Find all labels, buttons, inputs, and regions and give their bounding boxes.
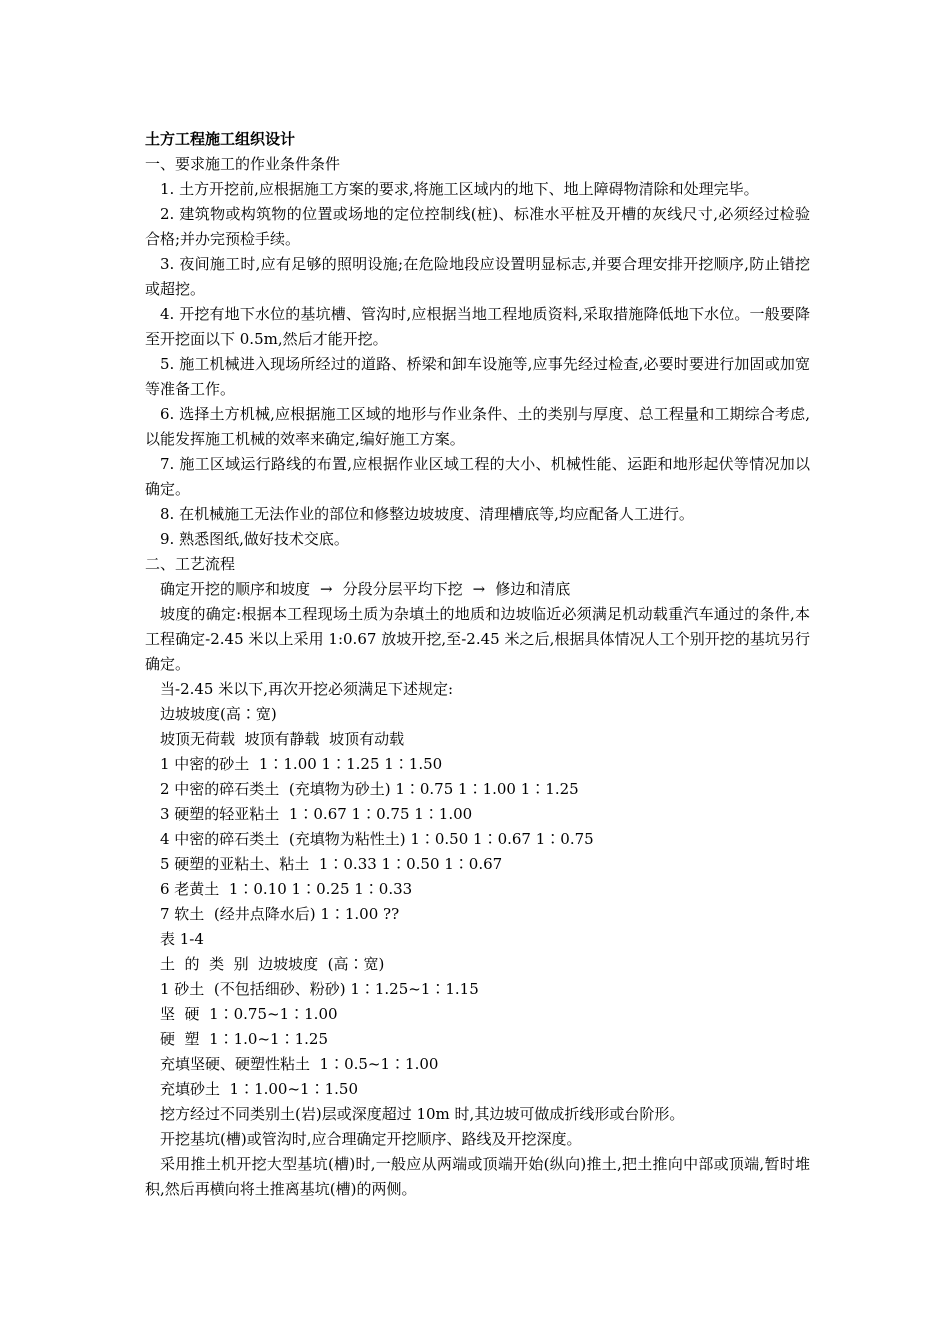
section1-item-7: 7. 施工区域运行路线的布置,应根据作业区域工程的大小、机械性能、运距和地形起伏等情况加以确定。 xyxy=(145,455,810,498)
text-line: 当-2.45 米以下,再次开挖必须满足下述规定: xyxy=(160,680,454,698)
process-flow xyxy=(145,577,810,602)
section1-item-3: 3. 夜间施工时,应有足够的照明设施;在危险地段应设置明显标志,并要合理安排开挖顺序,防止错挖或超挖。 xyxy=(145,255,810,298)
section1-item-1: 1. 土方开挖前,应根据施工方案的要求,将施工区域内的地下、地上障碍物清除和处理完毕。 xyxy=(160,180,759,198)
text-line: 坚 硬 1∶0.75~1∶1.00 xyxy=(160,1005,338,1023)
text-line: 7 软土 (经井点降水后) 1∶1.00 ?? xyxy=(160,905,400,923)
text-line: 5 硬塑的亚粘土、粘土 1∶0.33 1∶0.50 1∶0.67 xyxy=(160,855,503,873)
slope-paragraph: 坡度的确定:根据本工程现场土质为杂填土的地质和边坡临近必须满足机动载重汽车通过的条件,本工程确定-2.45 米以上采用 1:0.67 放坡开挖,至-2.45 米之后,根据具体情况人工个别开挖的基坑另行确定。 xyxy=(145,605,810,673)
section2-heading: 二、工艺流程 xyxy=(145,555,236,573)
text-line: 土 的 类 别 边坡坡度 (高∶宽) xyxy=(160,955,385,973)
section1-item-2: 2. 建筑物或构筑物的位置或场地的定位控制线(桩)、标准水平桩及开槽的灰线尺寸,必须经过检验合格;并办完预检手续。 xyxy=(145,205,810,248)
text-line: 挖方经过不同类别土(岩)层或深度超过 10m 时,其边坡可做成折线形或台阶形。 xyxy=(160,1105,685,1123)
section1-heading: 一、要求施工的作业条件条件 xyxy=(145,155,341,173)
text-line: 4 中密的碎石类土 (充填物为粘性土) 1∶0.50 1∶0.67 1∶0.75 xyxy=(160,830,594,848)
text-line: 1 砂土 (不包括细砂、粉砂) 1∶1.25~1∶1.15 xyxy=(160,980,479,998)
text-line: 2 中密的碎石类土 (充填物为砂土) 1∶0.75 1∶1.00 1∶1.25 xyxy=(160,780,579,798)
text-line: 硬 塑 1∶1.0~1∶1.25 xyxy=(160,1030,328,1048)
text-line: 坡顶无荷载 坡顶有静载 坡顶有动载 xyxy=(160,730,405,748)
document-page xyxy=(145,127,810,1202)
text-line: 3 硬塑的轻亚粘土 1∶0.67 1∶0.75 1∶1.00 xyxy=(160,805,473,823)
section1-item-4: 4. 开挖有地下水位的基坑槽、管沟时,应根据当地工程地质资料,采取措施降低地下水位。一般要降至开挖面以下 0.5m,然后才能开挖。 xyxy=(145,305,810,348)
text-line: 充填坚硬、硬塑性粘土 1∶0.5~1∶1.00 xyxy=(160,1055,439,1073)
text-line: 开挖基坑(槽)或管沟时,应合理确定开挖顺序、路线及开挖深度。 xyxy=(160,1130,582,1148)
section1-item-8: 8. 在机械施工无法作业的部位和修整边坡坡度、清理槽底等,均应配备人工进行。 xyxy=(160,505,694,523)
section1-item-9: 9. 熟悉图纸,做好技术交底。 xyxy=(160,530,349,548)
document-title: 土方工程施工组织设计 xyxy=(145,130,296,148)
arrow-right-icon: → xyxy=(320,580,333,598)
flow-step-2: 分段分层平均下挖 xyxy=(342,580,463,598)
text-line: 边坡坡度(高∶宽) xyxy=(160,705,277,723)
arrow-right-icon: → xyxy=(472,580,486,598)
text-line: 1 中密的砂土 1∶1.00 1∶1.25 1∶1.50 xyxy=(160,755,443,773)
text-line: 6 老黄土 1∶0.10 1∶0.25 1∶0.33 xyxy=(160,880,413,898)
text-line: 充填砂土 1∶1.00~1∶1.50 xyxy=(160,1080,358,1098)
bulldozer-paragraph: 采用推土机开挖大型基坑(槽)时,一般应从两端或顶端开始(纵向)推土,把土推向中部或顶端,暂时堆积,然后再横向将土推离基坑(槽)的两侧。 xyxy=(145,1155,810,1198)
section1-item-6: 6. 选择土方机械,应根据施工区域的地形与作业条件、土的类别与厚度、总工程量和工期综合考虑,以能发挥施工机械的效率来确定,编好施工方案。 xyxy=(145,405,810,448)
flow-step-1: 确定开挖的顺序和坡度 xyxy=(160,580,311,598)
flow-step-3: 修边和清底 xyxy=(495,580,571,598)
table-caption: 表 1-4 xyxy=(160,930,204,948)
section1-item-5: 5. 施工机械进入现场所经过的道路、桥梁和卸车设施等,应事先经过检查,必要时要进行加固或加宽等准备工作。 xyxy=(145,355,810,398)
